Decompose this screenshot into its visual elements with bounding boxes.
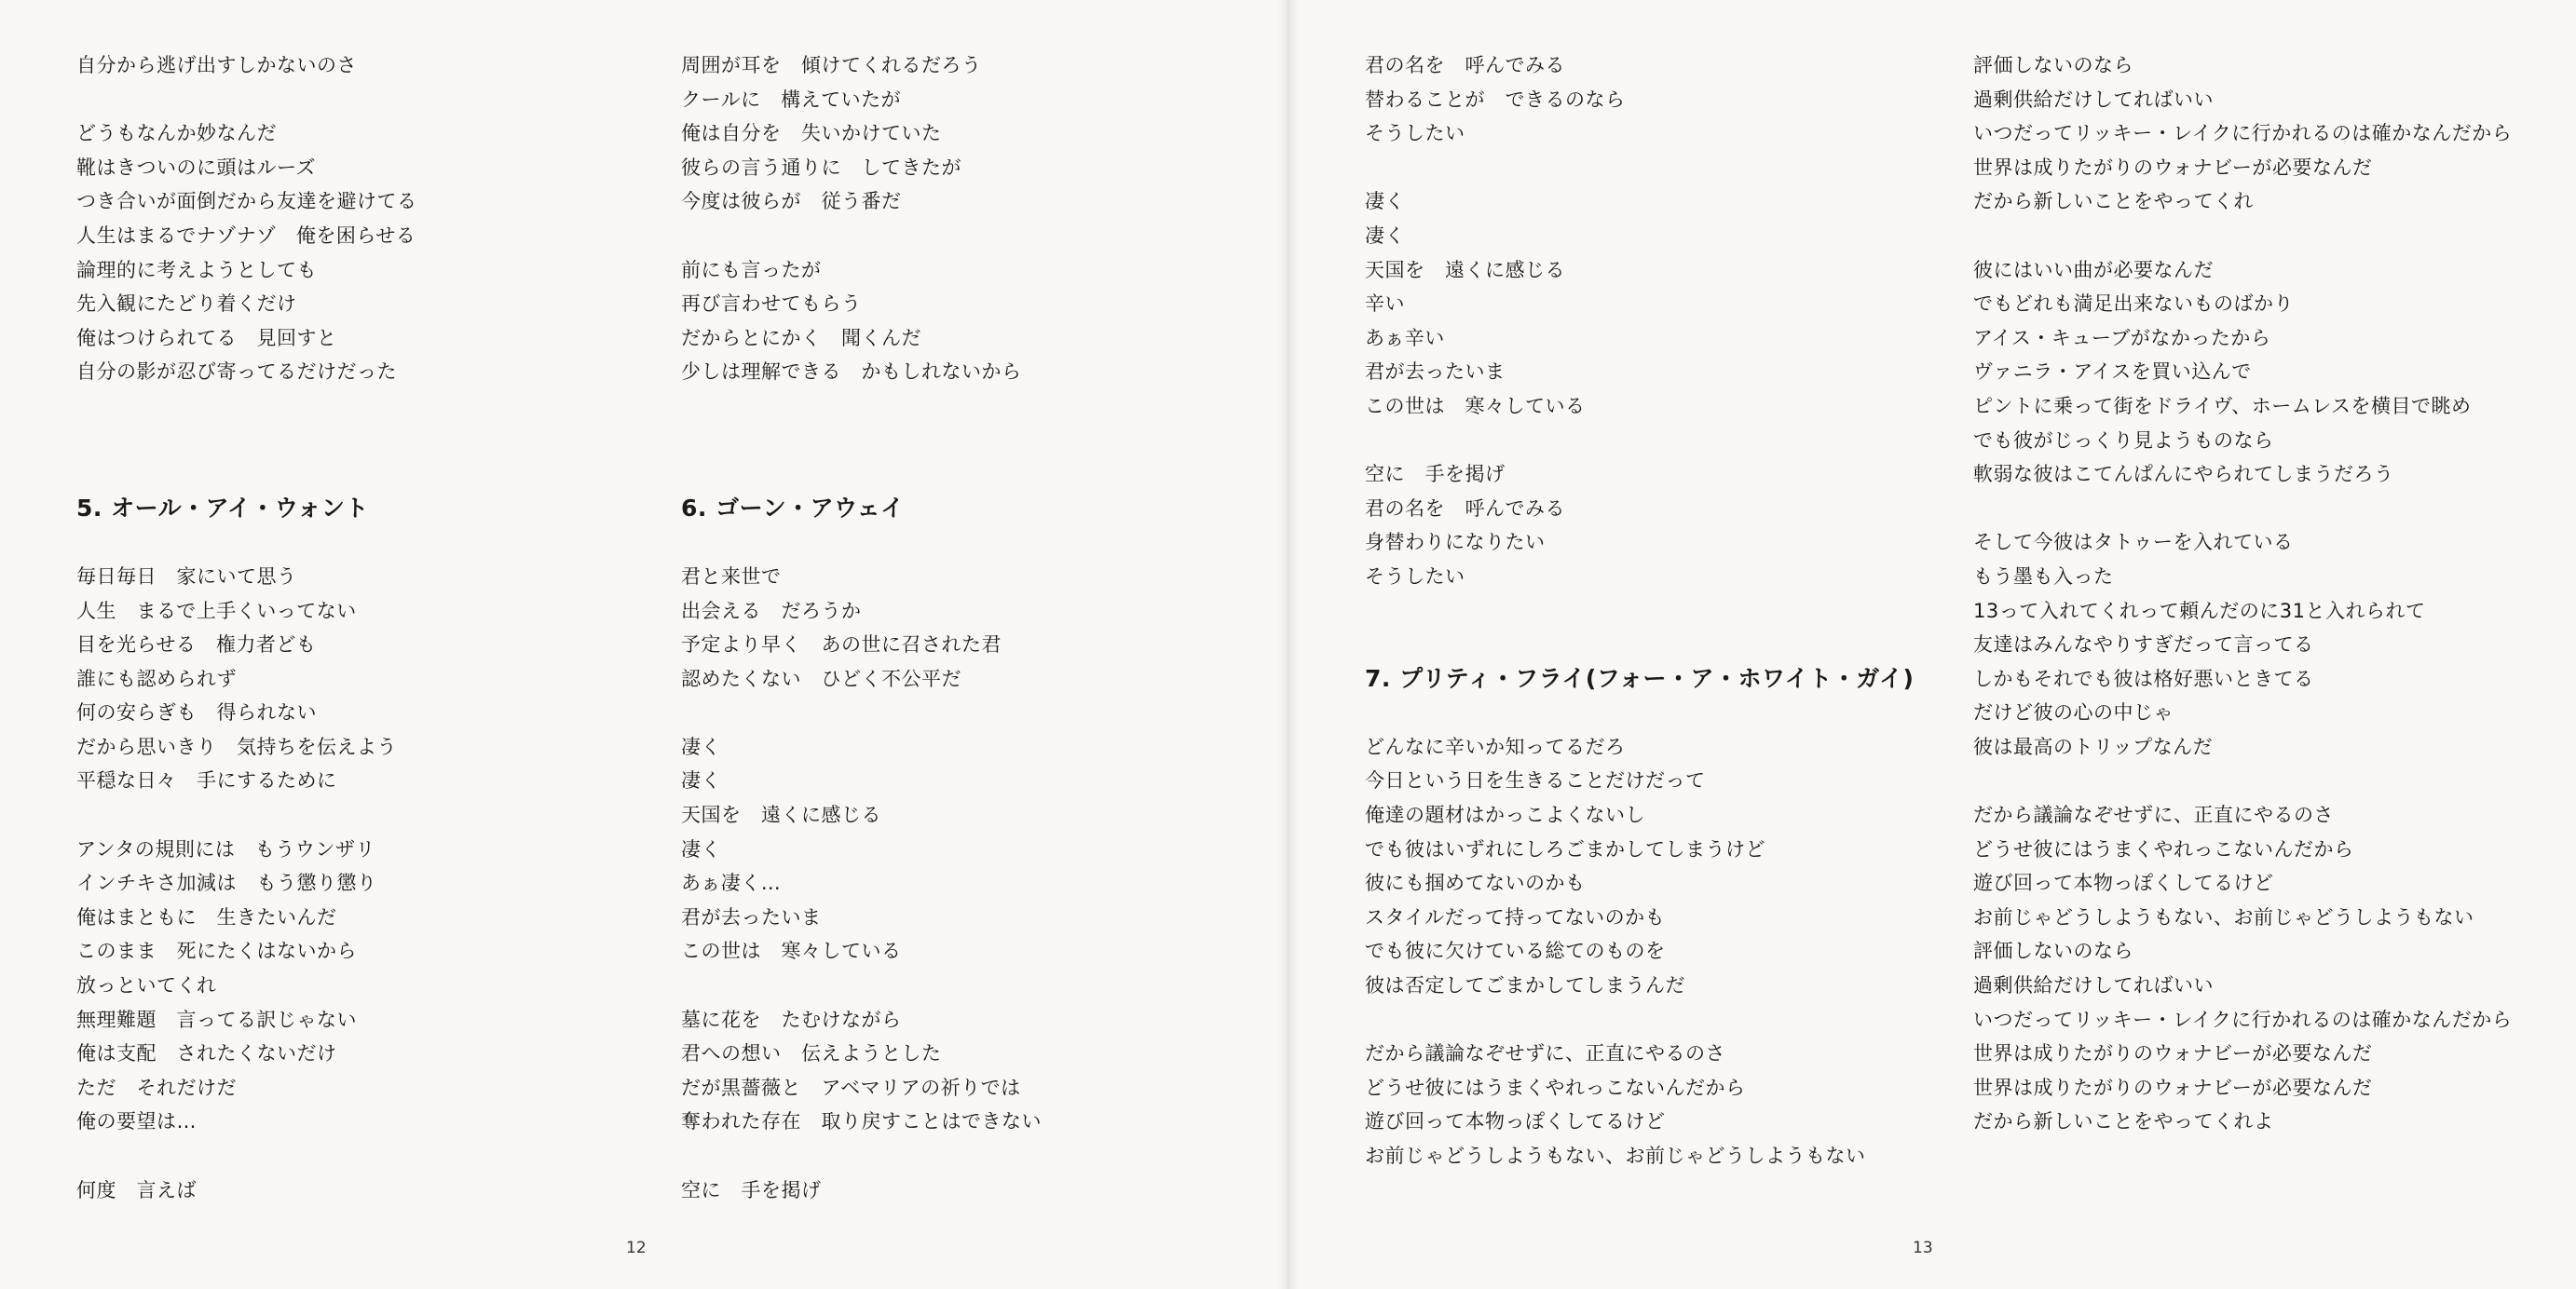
lyric-line: 空に 手を掲げ	[681, 1178, 822, 1201]
stanza-break	[681, 457, 1259, 492]
lyric-line: 世界は成りたがりのウォナビーが必要なんだ	[1973, 1076, 2373, 1099]
lyric-line: 誰にも認められず	[76, 667, 237, 690]
lyric-line: 凄く	[1365, 224, 1405, 247]
lyric-line: だから議論なぞせずに、正直にやるのさ	[1973, 804, 2334, 827]
lyric-line: いつだってリッキー・レイクに行かれるのは確かなんだから	[1973, 122, 2513, 145]
stanza-break	[681, 969, 1259, 1003]
lyric-line: 自分から逃げ出すしかないのさ	[76, 54, 357, 76]
stanza-break	[76, 1139, 654, 1174]
stanza-break	[681, 424, 1259, 458]
stanza-break	[76, 389, 654, 424]
lyric-line: アンタの規則には もうウンザリ	[76, 837, 375, 861]
lyric-line: アイス・キューブがなかったから	[1973, 326, 2271, 349]
lyric-line: 彼らの言う通りに してきたが	[681, 156, 961, 179]
stanza-break	[1365, 151, 1942, 185]
lyric-line: 辛い	[1365, 292, 1405, 316]
lyric-line: 人生はまるでナゾナゾ 俺を困らせる	[76, 224, 416, 247]
lyric-line: お前じゃどうしようもない、お前じゃどうしようもない	[1365, 1145, 1866, 1167]
lyric-line: 遊び回って本物っぽくしてるけど	[1365, 1110, 1666, 1133]
lyric-line: あぁ辛い	[1365, 326, 1445, 349]
lyric-line: だから新しいことをやってくれよ	[1973, 1110, 2274, 1133]
stanza-break	[76, 457, 654, 492]
stanza-break	[76, 424, 654, 458]
lyric-line: お前じゃどうしようもない、お前じゃどうしようもない	[1973, 905, 2474, 929]
lyric-line: 君の名を 呼んでみる	[1365, 54, 1565, 76]
lyric-line: 過剰供給だけしてればいい	[1973, 974, 2214, 997]
lyric-line: 凄く	[681, 769, 721, 793]
stanza-break	[681, 389, 1259, 424]
lyric-line: ピントに乗って街をドライヴ、ホームレスを横目で眺め	[1973, 394, 2472, 417]
lyric-line: いつだってリッキー・レイクに行かれるのは確かなんだから	[1973, 1008, 2513, 1031]
lyric-line: そして今彼はタトゥーを入れている	[1973, 531, 2294, 554]
lyric-line: でも彼がじっくり見ようものなら	[1973, 428, 2274, 452]
lyric-line: 彼にはいい曲が必要なんだ	[1973, 258, 2214, 281]
lyric-line: 再び言わせてもらう	[681, 292, 862, 316]
lyric-line: 替わることが できるのなら	[1365, 88, 1626, 111]
lyric-line: 君と来世で	[681, 564, 782, 588]
lyric-line: 彼は否定してごまかしてしまうんだ	[1365, 974, 1685, 997]
lyric-line: どうもなんか妙なんだ	[76, 122, 277, 145]
lyric-line: 何度 言えば	[76, 1178, 197, 1201]
lyric-line: 世界は成りたがりのウォナビーが必要なんだ	[1973, 1042, 2373, 1065]
lyric-line: でも彼に欠けている総てのものを	[1365, 940, 1666, 963]
lyric-line: クールに 構えていたが	[681, 88, 902, 111]
lyric-line: 凄く	[681, 837, 721, 861]
stanza-break	[681, 219, 1259, 253]
lyric-line: あぁ凄く…	[681, 872, 782, 895]
lyric-line: 天国を 遠くに感じる	[1365, 258, 1565, 281]
page-number-left: 12	[626, 1239, 647, 1257]
lyric-line: だから思いきり 気持ちを伝えよう	[76, 735, 397, 758]
stanza-break	[1365, 424, 1942, 458]
lyric-line: 過剰供給だけしてればいい	[1973, 88, 2214, 111]
lyric-line: 平穏な日々 手にするために	[76, 769, 337, 793]
lyric-line: 凄く	[1365, 190, 1405, 213]
lyric-line: だから新しいことをやってくれ	[1973, 190, 2254, 213]
lyric-line: インチキさ加減は もう懲り懲り	[76, 872, 377, 895]
stanza-break	[1365, 696, 1942, 730]
lyrics-column-1	[76, 48, 654, 1207]
lyric-line: 彼にも掴めてないのかも	[1365, 872, 1586, 895]
lyrics-column-4	[1973, 48, 2551, 1139]
lyric-line: 毎日毎日 家にいて思う	[76, 564, 297, 588]
lyric-line: 世界は成りたがりのウォナビーが必要なんだ	[1973, 156, 2373, 179]
lyric-line: でも彼はいずれにしろごまかしてしまうけど	[1365, 837, 1765, 861]
stanza-break	[681, 696, 1259, 730]
lyric-line: 出会える だろうか	[681, 599, 862, 622]
lyric-line: 俺はまともに 生きたいんだ	[76, 905, 337, 929]
lyric-line: どんなに辛いか知ってるだろ	[1365, 735, 1626, 758]
lyric-line: もう墨も入った	[1973, 564, 2114, 588]
lyric-line: だからとにかく 聞くんだ	[681, 326, 921, 349]
stanza-break	[1973, 492, 2551, 526]
lyric-line: だけど彼の心の中じゃ	[1973, 701, 2174, 725]
lyric-line: そうしたい	[1365, 122, 1465, 145]
lyric-line: 人生 まるで上手くいってない	[76, 599, 357, 622]
lyric-line: 評価しないのなら	[1973, 54, 2133, 76]
stanza-break	[1365, 594, 1942, 629]
stanza-break	[1973, 764, 2551, 798]
lyric-line: だが黒薔薇と アベマリアの祈りでは	[681, 1076, 1021, 1099]
lyric-line: 周囲が耳を 傾けてくれるだろう	[681, 54, 982, 76]
lyric-line: 認めたくない ひどく不公平だ	[681, 667, 961, 690]
stanza-break	[1365, 1003, 1942, 1038]
lyric-line: 墓に花を たむけながら	[681, 1008, 902, 1031]
lyrics-column-3	[1365, 48, 1942, 1174]
lyric-line: 自分の影が忍び寄ってるだけだった	[76, 360, 397, 384]
lyric-line: 遊び回って本物っぽくしてるけど	[1973, 872, 2274, 895]
lyric-line: 俺の要望は…	[76, 1110, 197, 1133]
lyric-line: 君が去ったいま	[681, 905, 822, 929]
lyric-line: 少しは理解できる かもしれないから	[681, 360, 1022, 384]
lyric-line: 放っといてくれ	[76, 974, 217, 997]
book-gutter	[1278, 0, 1299, 1289]
page-number-right: 13	[1913, 1239, 1933, 1257]
lyric-line: しかもそれでも彼は格好悪いときてる	[1973, 667, 2314, 690]
stanza-break	[76, 798, 654, 833]
lyric-line: 目を光らせる 権力者ども	[76, 633, 317, 657]
song-title: 7. プリティ・フライ(フォー・ア・ホワイト・ガイ)	[1365, 664, 1915, 692]
lyric-line: 前にも言ったが	[681, 258, 822, 281]
stanza-break	[681, 525, 1259, 560]
lyric-line: 君への想い 伝えようとした	[681, 1042, 942, 1065]
lyric-line: 13って入れてくれって頼んだのに31と入れられて	[1973, 599, 2426, 622]
stanza-break	[76, 83, 654, 117]
lyric-line: 何の安らぎも 得られない	[76, 701, 317, 725]
lyric-line: 先入観にたどり着くだけ	[76, 292, 297, 316]
lyric-line: このまま 死にたくはないから	[76, 940, 357, 963]
lyric-line: この世は 寒々している	[681, 940, 902, 963]
lyric-line: 君が去ったいま	[1365, 360, 1506, 384]
lyric-line: だから議論なぞせずに、正直にやるのさ	[1365, 1042, 1725, 1065]
song-title: 5. オール・アイ・ウォント	[76, 494, 369, 522]
lyric-line: つき合いが面倒だから友達を避けてる	[76, 190, 417, 213]
stanza-break	[1365, 628, 1942, 662]
lyric-line: 奪われた存在 取り戻すことはできない	[681, 1110, 1042, 1133]
song-title: 6. ゴーン・アウェイ	[681, 494, 905, 522]
lyric-line: 天国を 遠くに感じる	[681, 804, 881, 827]
lyric-line: 空に 手を掲げ	[1365, 463, 1506, 486]
lyric-line: 俺達の題材はかっこよくないし	[1365, 804, 1645, 827]
lyric-line: ヴァニラ・アイスを買い込んで	[1973, 360, 2252, 384]
lyric-line: 俺は自分を 失いかけていた	[681, 122, 942, 145]
lyric-line: 無理難題 言ってる訳じゃない	[76, 1008, 357, 1031]
stanza-break	[1973, 219, 2551, 253]
lyric-line: 評価しないのなら	[1973, 940, 2133, 963]
lyric-line: この世は 寒々している	[1365, 394, 1586, 417]
lyric-line: 今度は彼らが 従う番だ	[681, 190, 902, 213]
lyric-line: 靴はきついのに頭はルーズ	[76, 156, 316, 179]
lyric-line: 今日という日を生きることだけだって	[1365, 769, 1706, 793]
lyric-line: 凄く	[681, 735, 721, 758]
lyric-line: 友達はみんなやりすぎだって言ってる	[1973, 633, 2314, 657]
lyric-line: スタイルだって持ってないのかも	[1365, 905, 1666, 929]
lyric-line: どうせ彼にはうまくやれっこないんだから	[1365, 1076, 1746, 1099]
lyric-line: 身替わりになりたい	[1365, 531, 1546, 554]
lyric-line: 予定より早く あの世に召された君	[681, 633, 1002, 657]
lyric-line: 彼は最高のトリップなんだ	[1973, 735, 2214, 758]
lyric-line: 論理的に考えようとしても	[76, 258, 317, 281]
lyric-line: そうしたい	[1365, 564, 1465, 588]
lyric-line: どうせ彼にはうまくやれっこないんだから	[1973, 837, 2354, 861]
lyrics-column-2	[681, 48, 1259, 1207]
lyric-line: 俺はつけられてる 見回すと	[76, 326, 337, 349]
lyric-line: でもどれも満足出来ないものばかり	[1973, 292, 2294, 316]
stanza-break	[681, 1139, 1259, 1174]
lyric-line: 軟弱な彼はこてんぱんにやられてしまうだろう	[1973, 463, 2394, 486]
lyric-line: ただ それだけだ	[76, 1076, 237, 1099]
lyric-line: 君の名を 呼んでみる	[1365, 496, 1565, 520]
stanza-break	[76, 525, 654, 560]
lyric-line: 俺は支配 されたくないだけ	[76, 1042, 337, 1065]
